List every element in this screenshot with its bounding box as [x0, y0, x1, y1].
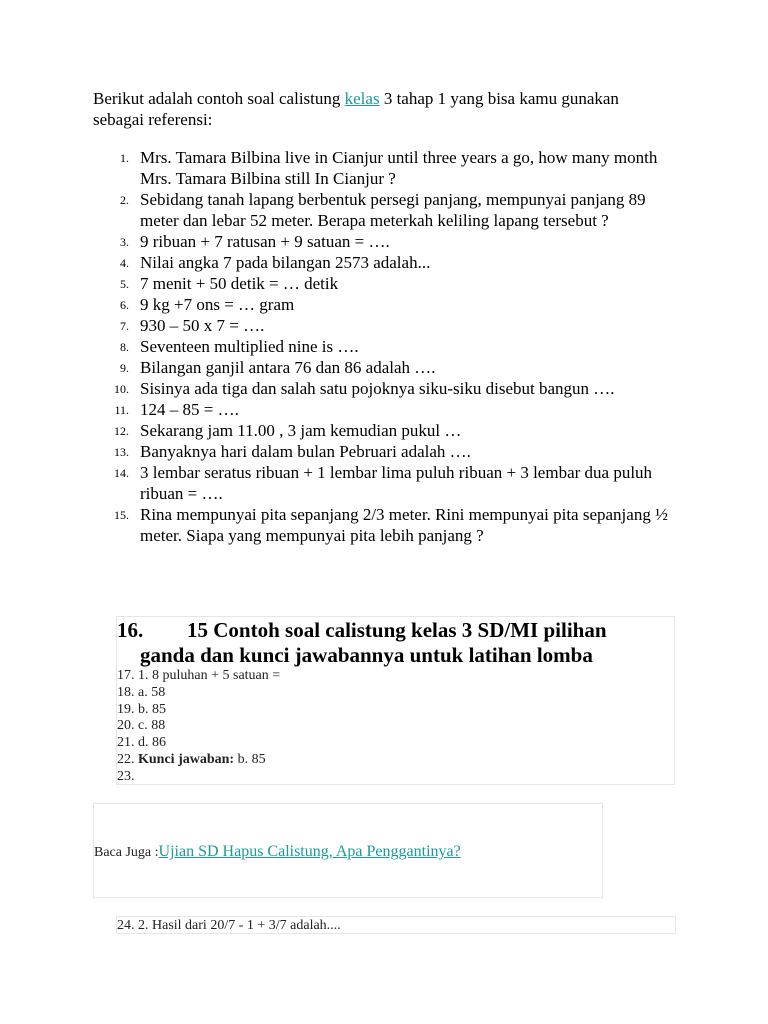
- answer-key: [117, 752, 657, 769]
- intro-text: Berikut adalah contoh soal calistung: [93, 89, 345, 108]
- item-text: Sebidang tanah lapang berbentuk persegi panjang, mempunyai panjang 89 meter dan lebar 52 meter. Berapa meterkah keliling lapang tersebut ?: [140, 190, 646, 230]
- item-number: 12.: [114, 424, 129, 438]
- heading-line-1: 15 Contoh soal calistung kelas 3 SD/MI pilihan: [187, 618, 607, 642]
- item-number: 4.: [120, 256, 129, 270]
- item-text: 7 menit + 50 detik = … detik: [140, 274, 339, 293]
- list-item: [93, 315, 683, 336]
- item-text: Sisinya ada tiga dan salah satu pojoknya siku-siku disebut bangun ….: [140, 379, 615, 398]
- list-item: [93, 294, 683, 315]
- empty-line-23: 23.: [117, 768, 135, 784]
- item-number: 7.: [120, 319, 129, 333]
- section-16-heading: [117, 618, 677, 668]
- item-number: 8.: [120, 340, 129, 354]
- mc-question-block: [117, 668, 657, 786]
- baca-juga-box: [93, 803, 603, 898]
- list-item: [93, 231, 683, 252]
- item-number: 1.: [120, 151, 129, 165]
- section-16-box: [116, 616, 675, 785]
- list-item: [93, 357, 683, 378]
- item-text: 9 kg +7 ons = … gram: [140, 295, 295, 314]
- mc-option-a: 18. a. 58: [117, 684, 166, 700]
- answer-key-number: 22.: [117, 751, 138, 767]
- mc-option-b: 19. b. 85: [117, 701, 166, 717]
- item-text: Banyaknya hari dalam bulan Pebruari adalah ….: [140, 442, 471, 461]
- item-number: 9.: [120, 361, 129, 375]
- answer-key-value: b. 85: [234, 751, 266, 767]
- baca-juga-label: Baca Juga :: [94, 845, 159, 860]
- item-text: Seventeen multiplied nine is ….: [140, 337, 359, 356]
- item-number: 10.: [114, 382, 129, 396]
- item-number: 6.: [120, 298, 129, 312]
- list-item: [93, 441, 683, 462]
- intro-paragraph: [93, 88, 653, 130]
- list-item: [93, 504, 683, 546]
- list-item: [93, 399, 683, 420]
- item-text: Rina mempunyai pita sepanjang 2/3 meter. Rini mempunyai pita sepanjang ½ meter. Siapa yang mempunyai pita lebih panjang ?: [140, 505, 668, 545]
- item-text: 3 lembar seratus ribuan + 1 lembar lima puluh ribuan + 3 lembar dua puluh ribuan = ….: [140, 463, 653, 503]
- baca-juga-link[interactable]: Ujian SD Hapus Calistung, Apa Penggantinya?: [158, 843, 461, 860]
- question-24: 24. 2. Hasil dari 20/7 - 1 + 3/7 adalah....: [117, 918, 341, 933]
- kelas-link[interactable]: kelas: [344, 89, 380, 108]
- intro-text-rest: 3 tahap 1 yang bisa kamu gunakan sebagai referensi:: [93, 89, 619, 129]
- item-number: 15.: [114, 508, 129, 522]
- list-item: [93, 252, 683, 273]
- item-text: 930 – 50 x 7 = ….: [140, 316, 265, 335]
- list-item: [93, 147, 683, 189]
- item-number: 3.: [120, 235, 129, 249]
- mc-option-c: 20. c. 88: [117, 718, 166, 734]
- item-text: Sekarang jam 11.00 , 3 jam kemudian pukul …: [140, 421, 462, 440]
- list-item: [93, 462, 683, 504]
- item-number: 14.: [114, 466, 129, 480]
- item-number: 5.: [120, 277, 129, 291]
- answer-key-label: Kunci jawaban:: [138, 751, 235, 767]
- item-number: 13.: [114, 445, 129, 459]
- mc-question: 17. 1. 8 puluhan + 5 satuan =: [117, 668, 281, 683]
- question-list: [93, 147, 683, 546]
- heading-line-2: ganda dan kunci jawabannya untuk latihan lomba: [140, 643, 593, 667]
- item-number: 2.: [120, 193, 129, 207]
- mc-option-d: 21. d. 86: [117, 735, 166, 751]
- item-number: 11.: [114, 403, 129, 417]
- item-text: Nilai angka 7 pada bilangan 2573 adalah...: [140, 253, 431, 272]
- heading-number: 16.: [117, 618, 144, 642]
- list-item: [93, 189, 683, 231]
- baca-juga: [94, 843, 461, 861]
- item-text: 9 ribuan + 7 ratusan + 9 satuan = ….: [140, 232, 390, 251]
- item-text: 124 – 85 = ….: [140, 400, 239, 419]
- item-text: Bilangan ganjil antara 76 dan 86 adalah ….: [140, 358, 436, 377]
- list-item: [93, 273, 683, 294]
- list-item: [93, 420, 683, 441]
- list-item: [93, 336, 683, 357]
- list-item: [93, 378, 683, 399]
- question-24-box: [116, 916, 676, 934]
- item-text: Mrs. Tamara Bilbina live in Cianjur until three years a go, how many month Mrs. Tamara Bilbina still In Cianjur ?: [140, 148, 658, 188]
